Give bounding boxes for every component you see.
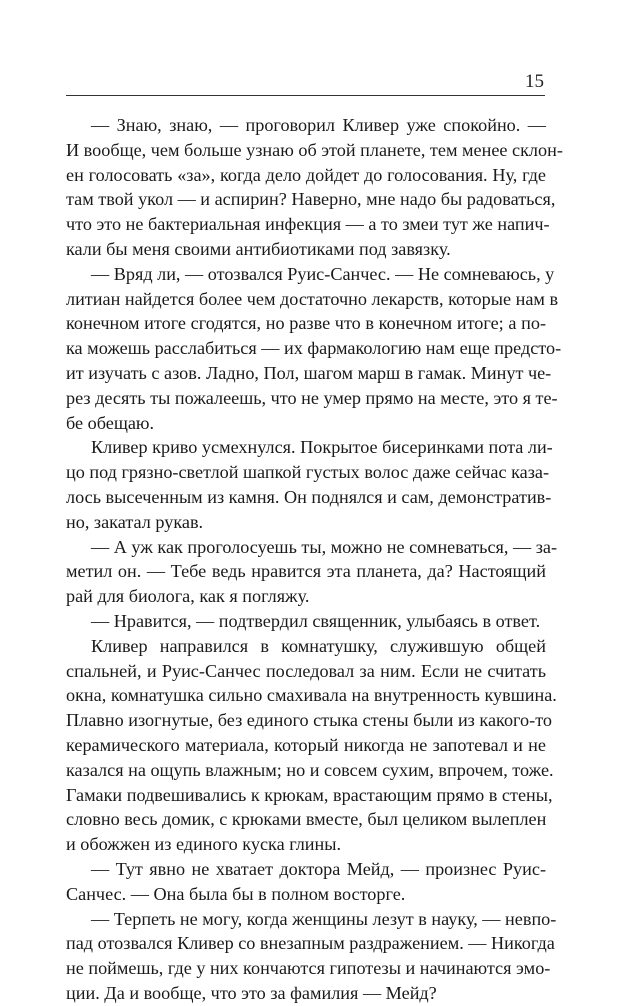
text-line: и обожжен из единого куска глины. <box>66 834 342 855</box>
text-line: лось высеченным из камня. Он поднялся и сам, демонстратив- <box>66 486 552 507</box>
text-line: что это не бактериальная инфекция — а то змеи тут же напич- <box>66 214 550 235</box>
text-line: — А уж как проголосуешь ты, можно не сомневаться, — за- <box>91 536 558 557</box>
text-line: ит изучать с азов. Ладно, Пол, шагом марш в гамак. Минут че- <box>66 362 552 383</box>
text-line: окна, комнатушка сильно смахивала на внутренность кувшина. <box>66 685 557 706</box>
text-line: рай для биолога, как я погляжу. <box>66 586 310 607</box>
text-line: пад отозвался Кливер со внезапным раздражением. — Никогда <box>66 933 555 954</box>
text-line: — Нравится, — подтвердил священник, улыбаясь в ответ. <box>91 610 541 631</box>
text-line: Кливер криво усмехнулся. Покрытое бисеринками пота ли- <box>91 437 553 458</box>
text-line: Кливер направился в комнатушку, служившую общей <box>91 635 546 656</box>
text-line: Плавно изогнутые, без единого стыка стены были из какого-то <box>66 710 553 731</box>
text-line: там твой укол — и аспирин? Наверно, мне надо бы радоваться, <box>66 189 556 210</box>
text-line: словно весь домик, с крюками вместе, был целиком вылеплен <box>66 809 547 830</box>
text-line: литиан найдется более чем достаточно лекарств, которые нам в <box>66 288 559 309</box>
text-line: казался на ощупь влажным; но и совсем сухим, впрочем, тоже. <box>66 759 554 780</box>
text-line: спальней, и Руис-Санчес последовал за ним. Если не считать <box>66 660 546 681</box>
text-line: керамического материала, который никогда не запотевал и не <box>66 734 546 755</box>
text-line: ен голосовать «за», когда дело дойдет до голосования. Ну, где <box>66 164 546 185</box>
text-line: — Тут явно не хватает доктора Мейд, — произнес Руис- <box>91 858 546 879</box>
page-number: 15 <box>525 71 544 92</box>
body-text <box>66 113 563 1006</box>
text-line: бе обещаю. <box>66 412 155 433</box>
text-line: — Вряд ли, — отозвался Руис-Санчес. — Не сомневаюсь, у <box>91 263 555 284</box>
text-line: — Знаю, знаю, — проговорил Кливер уже спокойно. — <box>91 115 546 135</box>
header-rule <box>66 95 545 96</box>
text-line: не поймешь, где у них кончаются гипотезы и начинаются эмо- <box>66 958 551 979</box>
text-line: цо под грязно-светлой шапкой густых волос даже сейчас каза- <box>66 462 550 483</box>
text-line: Санчес. — Она была бы в полном восторге. <box>66 883 406 904</box>
text-line: метил он. — Тебе ведь нравится эта планета, да? Настоящий <box>66 561 546 582</box>
text-line: но, закатал рукав. <box>66 511 204 532</box>
text-line: — Терпеть не могу, когда женщины лезут в науку, — невпо- <box>91 908 557 929</box>
text-line: кали бы меня своими антибиотиками под завязку. <box>66 238 451 259</box>
text-line: ка можешь расслабиться — их фармакологию нам еще предсто- <box>66 338 562 359</box>
text-line: ции. Да и вообще, что это за фамилия — Мейд? <box>66 982 437 1003</box>
text-line: Гамаки подвешивались к крюкам, врастающим прямо в стены, <box>66 784 553 805</box>
text-line: И вообще, чем больше узнаю об этой планете, тем менее склон- <box>66 139 563 160</box>
text-line: конечном итоге сгодятся, но разве что в конечном итоге; а по- <box>66 313 546 334</box>
text-line: рез десять ты пожалеешь, что не умер прямо на месте, это я те- <box>66 387 558 408</box>
